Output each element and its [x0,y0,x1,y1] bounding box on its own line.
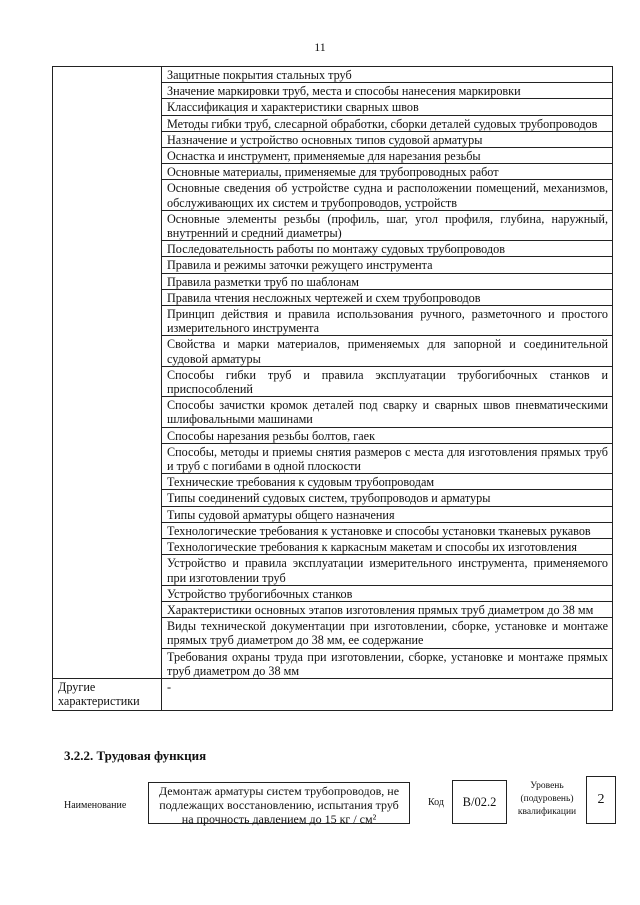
knowledge-item: Способы зачистки кромок деталей под сварку и сварных швов пневматическими шлифовальными машинами [162,397,613,427]
other-characteristics-value: - [162,678,613,710]
knowledge-item: Основные сведения об устройстве судна и расположении помещений, механизмов, обслуживающих их систем и трубопроводов, устройств [162,180,613,210]
knowledge-item: Методы гибки труб, слесарной обработки, сборки деталей судовых трубопроводов [162,115,613,131]
knowledge-item: Способы, методы и приемы снятия размеров с места для изготовления прямых труб и труб с погибами в одной плоскости [162,443,613,473]
knowledge-item: Технологические требования к установке и способы установки тканевых рукавов [162,522,613,538]
code-label: Код [428,797,444,808]
knowledge-item: Требования охраны труда при изготовлении, сборке, установке и монтаже прямых труб диаметром до 38 мм [162,648,613,678]
name-label: Наименование [64,800,127,811]
knowledge-item: Основные элементы резьбы (профиль, шаг, угол профиля, глубина, наружный, внутренний и средний диаметры) [162,210,613,240]
knowledge-item: Значение маркировки труб, места и способы нанесения маркировки [162,83,613,99]
knowledge-item: Технологические требования к каркасным макетам и способы их изготовления [162,539,613,555]
knowledge-item: Виды технической документации при изготовлении, сборке, установке и монтаже прямых труб диаметром до 38 мм, ее содержание [162,618,613,648]
knowledge-category-cell [53,67,162,679]
function-name-box: Демонтаж арматуры систем трубопроводов, не подлежащих восстановлению, испытания труб на прочность давлением до 15 кг / см² [148,782,410,824]
code-value-box: B/02.2 [452,780,507,824]
knowledge-item: Последовательность работы по монтажу судовых трубопроводов [162,241,613,257]
knowledge-item: Свойства и марки материалов, применяемых для запорной и соединительной судовой арматуры [162,336,613,366]
qualification-level-label: Уровень (подуровень) квалификации [517,781,577,817]
knowledge-item: Правила и режимы заточки режущего инструмента [162,257,613,273]
knowledge-table [52,66,613,711]
knowledge-item: Правила чтения несложных чертежей и схем трубопроводов [162,289,613,305]
table-row [53,678,613,710]
qualification-level-box: 2 [586,776,616,824]
knowledge-item: Устройство трубогибочных станков [162,585,613,601]
knowledge-item: Классификация и характеристики сварных швов [162,99,613,115]
knowledge-item: Устройство и правила эксплуатации измерительного инструмента, применяемого при изготовлении труб [162,555,613,585]
other-characteristics-label: Другие характеристики [53,678,162,710]
knowledge-item: Типы соединений судовых систем, трубопроводов и арматуры [162,490,613,506]
knowledge-item: Назначение и устройство основных типов судовой арматуры [162,131,613,147]
knowledge-item: Способы гибки труб и правила эксплуатации трубогибочных станков и приспособлений [162,366,613,396]
knowledge-item: Оснастка и инструмент, применяемые для нарезания резьбы [162,148,613,164]
section-title: 3.2.2. Трудовая функция [64,748,207,763]
knowledge-item: Технические требования к судовым трубопроводам [162,474,613,490]
knowledge-item: Способы нарезания резьбы болтов, гаек [162,427,613,443]
knowledge-item: Характеристики основных этапов изготовления прямых труб диаметром до 38 мм [162,601,613,617]
knowledge-item: Типы судовой арматуры общего назначения [162,506,613,522]
knowledge-item: Правила разметки труб по шаблонам [162,273,613,289]
table-row [53,67,613,83]
knowledge-item: Принцип действия и правила использования ручного, разметочного и простого измерительного инструмента [162,306,613,336]
page-number: 11 [314,40,326,54]
knowledge-item: Основные материалы, применяемые для трубопроводных работ [162,164,613,180]
knowledge-item: Защитные покрытия стальных труб [162,67,613,83]
